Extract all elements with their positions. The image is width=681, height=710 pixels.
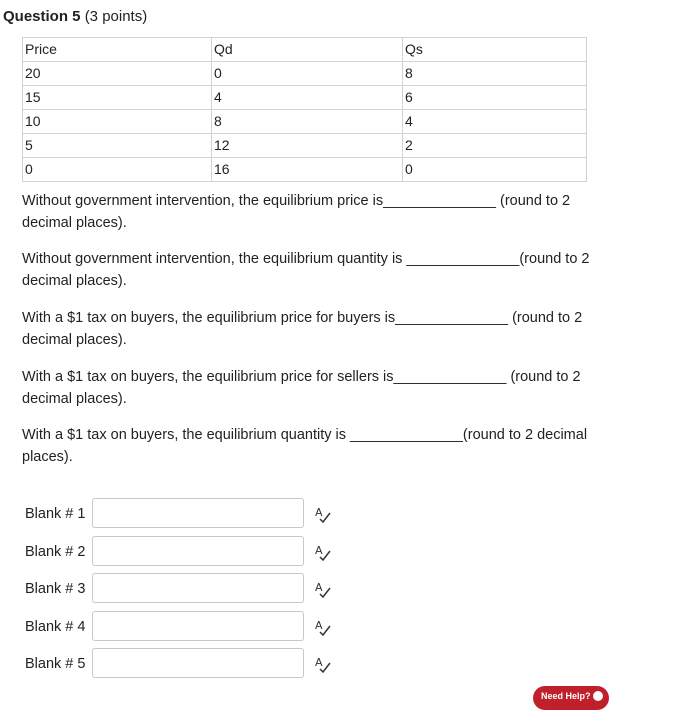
spell-check-icon[interactable] [313, 617, 333, 637]
blank-label-5: Blank # 5 [25, 656, 86, 672]
blank-2-input[interactable] [92, 536, 304, 566]
cell-qs: 6 [403, 86, 587, 110]
supply-demand-table [22, 37, 587, 182]
question-header [3, 8, 147, 25]
need-help-button[interactable] [533, 686, 609, 710]
prompt-3: With a $1 tax on buyers, the equilibrium price for buyers is______________ (round to 2 decimal places). [22, 310, 583, 348]
need-help-label: Need Help? [541, 691, 591, 701]
cell-qd: 0 [212, 62, 403, 86]
table-row [23, 110, 587, 134]
blank-label-3: Blank # 3 [25, 581, 86, 597]
prompt-1: Without government intervention, the equilibrium price is______________ (round to 2 decimal places). [22, 193, 571, 231]
spell-check-icon[interactable] [313, 654, 333, 674]
cell-price: 10 [23, 110, 212, 134]
cell-qd: 12 [212, 134, 403, 158]
cell-qs: 0 [403, 158, 587, 182]
header-qd: Qd [212, 38, 403, 62]
table-row [23, 62, 587, 86]
cell-qs: 8 [403, 62, 587, 86]
cell-qd: 8 [212, 110, 403, 134]
cell-qd: 16 [212, 158, 403, 182]
header-qs: Qs [403, 38, 587, 62]
blank-label-2: Blank # 2 [25, 544, 86, 560]
table-row [23, 158, 587, 182]
blank-1-input[interactable] [92, 498, 304, 528]
question-title: Question 5 [3, 8, 81, 25]
spell-check-icon[interactable] [313, 579, 333, 599]
table-row [23, 86, 587, 110]
table-header-row [23, 38, 587, 62]
cell-qd: 4 [212, 86, 403, 110]
cell-price: 0 [23, 158, 212, 182]
cell-qs: 4 [403, 110, 587, 134]
prompt-4: With a $1 tax on buyers, the equilibrium price for sellers is______________ (round to 2 decimal places). [22, 369, 581, 407]
svg-text:A: A [315, 619, 323, 632]
blank-3-input[interactable] [92, 573, 304, 603]
cell-price: 15 [23, 86, 212, 110]
blank-label-4: Blank # 4 [25, 619, 86, 635]
blank-label-1: Blank # 1 [25, 506, 86, 522]
prompt-5: With a $1 tax on buyers, the equilibrium quantity is ______________(round to 2 decimal places). [22, 427, 588, 465]
prompt-2: Without government intervention, the equilibrium quantity is ______________(round to 2 decimal places). [22, 251, 590, 289]
svg-text:A: A [315, 506, 323, 519]
blank-4-input[interactable] [92, 611, 304, 641]
svg-text:A: A [315, 581, 323, 594]
svg-text:A: A [315, 656, 323, 669]
spell-check-icon[interactable] [313, 542, 333, 562]
header-price: Price [23, 38, 212, 62]
svg-text:A: A [315, 544, 323, 557]
cell-qs: 2 [403, 134, 587, 158]
question-points: (3 points) [84, 8, 148, 25]
cell-price: 20 [23, 62, 212, 86]
cell-price: 5 [23, 134, 212, 158]
spell-check-icon[interactable] [313, 504, 333, 524]
blank-5-input[interactable] [92, 648, 304, 678]
table-row [23, 134, 587, 158]
